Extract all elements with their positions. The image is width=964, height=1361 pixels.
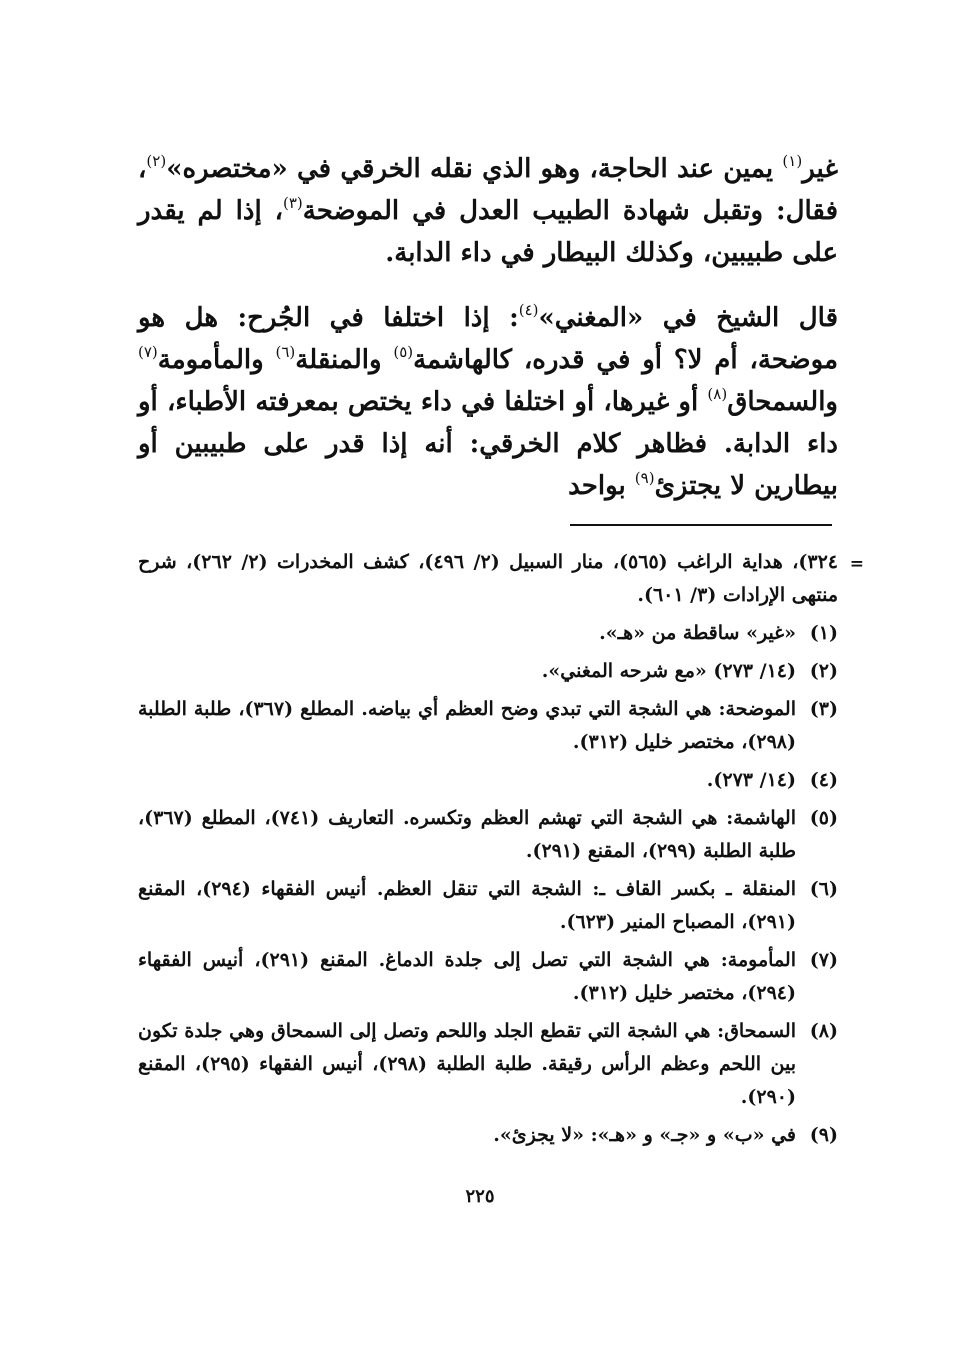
footnote-number: (٧) bbox=[809, 949, 838, 971]
footnote-ref-6[interactable]: (٦) bbox=[275, 343, 296, 361]
continuation-mark: = bbox=[849, 554, 864, 574]
footnote-ref-5[interactable]: (٥) bbox=[393, 343, 414, 361]
footnote-number: (٤) bbox=[809, 769, 838, 791]
footnote-item bbox=[138, 1119, 838, 1152]
footnote-text: السمحاق: هي الشجة التي تقطع الجلد واللحم وتصل إلى السمحاق وهي جلدة تكون بين اللحم وعظم الرأس رقيقة. طلبة الطلبة (٢٩٨)، أنيس الفقهاء (٢٩٥)، المقنع (٢٩٠). bbox=[138, 1020, 796, 1108]
paragraph-2: قال الشيخ في «المغني»$^{(٤)}$: إذا اختلفا في الجُرح: هل هو موضحة، أم لا؟ أو في قدره، كالهاشمة$^{(٥)}$ والمنقلة$^{(٦)}$ والمأمومة$^{(٧)}$ والسمحاق$^{(٨)}$ أو غيرها، أو اختلفا في داء يختص بمعرفته الأطباء، أو داء الدابة. فظاهر كلام الخرقي: أنه إذا قدر على طبيبين أو بيطارين لا يجتزئ$^{(٩)}$ بواحد bbox=[138, 301, 839, 501]
footnote-ref-1[interactable]: (١) bbox=[782, 152, 803, 170]
footnote-item bbox=[138, 693, 838, 759]
footnote-item bbox=[138, 655, 838, 688]
footnote-text: الهاشمة: هي الشجة التي تهشم العظم وتكسره. التعاريف (٧٤١)، المطلع (٣٦٧)، طلبة الطلبة (٢٩٩)، المقنع (٢٩١). bbox=[138, 807, 796, 862]
footnote-number: (٢) bbox=[809, 660, 838, 682]
page-number: ٢٢٥ bbox=[465, 1186, 495, 1207]
footnote-ref-4[interactable]: (٤) bbox=[518, 301, 539, 319]
footnote-continuation-text: ٣٢٤)، هداية الراغب (٥٦٥)، منار السبيل (٢/ ٤٩٦)، كشف المخدرات (٢/ ٢٦٢)، شرح منتهى الإرادات (٣/ ٦٠١). bbox=[138, 551, 839, 606]
footnote-number: (٦) bbox=[809, 878, 838, 900]
footnote-item bbox=[138, 617, 838, 650]
footnote-item bbox=[138, 944, 838, 1010]
footnote-text: (١٤/ ٢٧٣). bbox=[706, 769, 796, 791]
footnote-continuation bbox=[138, 546, 864, 612]
footnote-text: (١٤/ ٢٧٣) «مع شرحه المغني». bbox=[541, 660, 796, 682]
footnote-text: المنقلة ـ بكسر القاف ـ: الشجة التي تنقل العظم. أنيس الفقهاء (٢٩٤)، المقنع (٢٩١)، المصباح المنير (٦٢٣). bbox=[138, 878, 796, 933]
footnote-ref-2[interactable]: (٢) bbox=[146, 152, 167, 170]
footnote-ref-3[interactable]: (٣) bbox=[282, 194, 303, 212]
paragraph-1: غير$^{(١)}$ يمين عند الحاجة، وهو الذي نقله الخرقي في «مختصره»$^{(٢)}$، فقال: وتقبل شهادة الطبيب العدل في الموضحة$^{(٣)}$، إذا لم يقدر على طبيبين، وكذلك البيطار في داء الدابة. bbox=[138, 152, 838, 268]
footnote-item bbox=[138, 764, 838, 797]
footnote-item bbox=[138, 802, 838, 868]
footnote-number: (٨) bbox=[809, 1020, 838, 1042]
footnote-text: الموضحة: هي الشجة التي تبدي وضح العظم أي بياضه. المطلع (٣٦٧)، طلبة الطلبة (٢٩٨)، مختصر خليل (٣١٢). bbox=[138, 698, 796, 753]
footnote-text: «غير» ساقطة من «هـ». bbox=[599, 622, 796, 644]
footnote-text: في «ب» و «جـ» و «هـ»: «لا يجزئ». bbox=[493, 1124, 796, 1146]
footnote-ref-9[interactable]: (٩) bbox=[634, 469, 655, 487]
footnote-number: (٩) bbox=[809, 1124, 838, 1146]
footnote-ref-7[interactable]: (٧) bbox=[138, 343, 158, 361]
footnote-separator bbox=[570, 524, 832, 526]
footnotes bbox=[138, 546, 864, 1157]
main-text bbox=[138, 148, 838, 530]
footnote-number: (٥) bbox=[809, 807, 838, 829]
footnote-number: (١) bbox=[809, 622, 838, 644]
footnote-item bbox=[138, 1015, 838, 1114]
footnote-ref-8[interactable]: (٨) bbox=[707, 385, 728, 403]
footnote-text: المأمومة: هي الشجة التي تصل إلى جلدة الدماغ. المقنع (٢٩١)، أنيس الفقهاء (٢٩٤)، مختصر خليل (٣١٢). bbox=[138, 949, 797, 1004]
footnote-number: (٣) bbox=[809, 698, 838, 720]
footnote-item bbox=[138, 873, 838, 939]
